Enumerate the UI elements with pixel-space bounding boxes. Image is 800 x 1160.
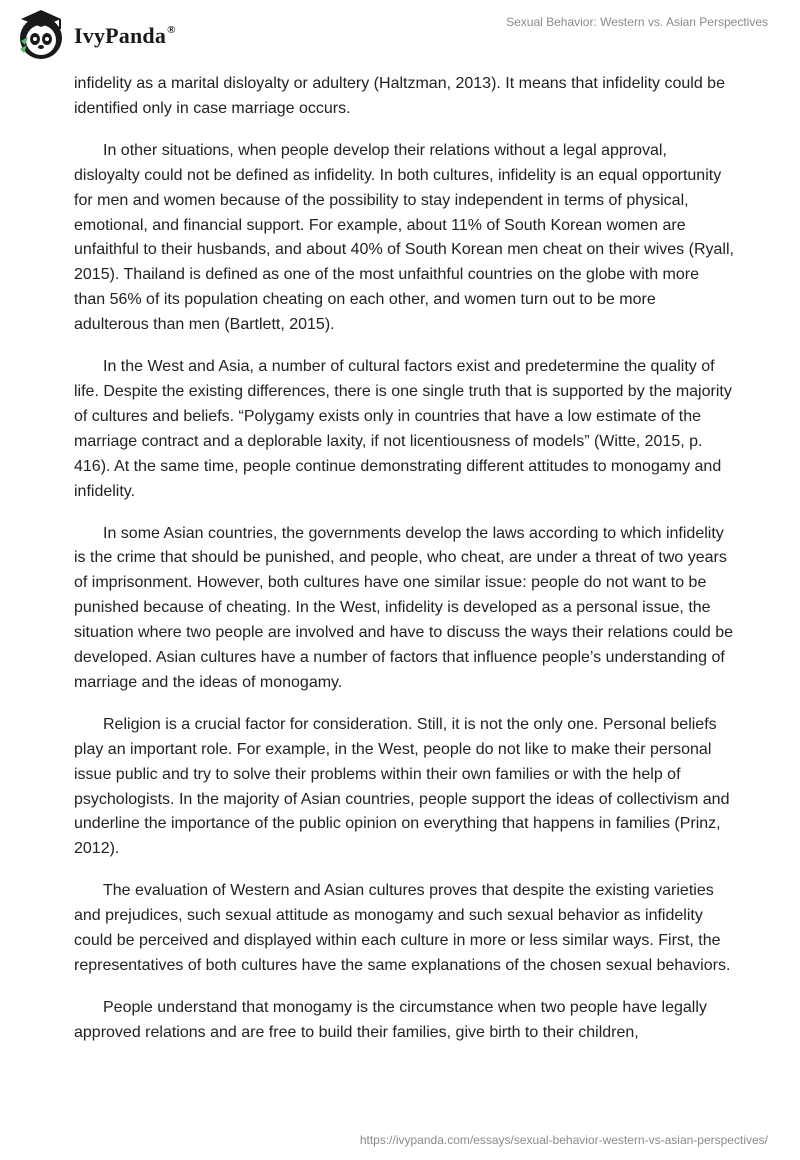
ivypanda-logo[interactable] bbox=[14, 8, 176, 62]
paragraph: The evaluation of Western and Asian cultures proves that despite the existing varieties and prejudices, such sexual attitude as monogamy and such sexual behavior as infidelity could be perceived and displayed within each culture in more or less similar ways. First, the representatives of both cultures have the same explanations of the chosen sexual behaviors. bbox=[74, 882, 731, 974]
paragraph: infidelity as a marital disloyalty or adultery (Haltzman, 2013). It means that infidelity could be identified only in case marriage occurs. bbox=[74, 75, 725, 117]
source-url[interactable]: https://ivypanda.com/essays/sexual-behavior-western-vs-asian-perspectives/ bbox=[359, 1133, 768, 1147]
ivypanda-logo-icon bbox=[14, 8, 68, 62]
document-title: Sexual Behavior: Western vs. Asian Perspectives bbox=[506, 15, 768, 29]
paragraph: Religion is a crucial factor for consideration. Still, it is not the only one. Personal beliefs play an important role. For example, in the West, people do not like to make their personal issue public and try to solve their problems within their own families or with the help of psychologists. In the majority of Asian countries, people support the ideas of collectivism and underline the importance of the public opinion on everything that happens in families (Prinz, 2012). bbox=[74, 715, 730, 858]
page-header bbox=[0, 0, 800, 70]
paragraph: In other situations, when people develop their relations without a legal approval, disloyalty could not be defined as infidelity. In both cultures, infidelity is an equal opportunity for men and women because of the possibility to stay independent in terms of physical, emotional, and financial support. For example, about 11% of South Korean women are unfaithful to their husbands, and about 40% of South Korean men cheat on their wives (Ryall, 2015). Thailand is defined as one of the most unfaithful countries on the globe with more than 56% of its population cheating on each other, and women turn out to be more adulterous than men (Bartlett, 2015). bbox=[74, 141, 734, 334]
brand-name: IvyPanda® bbox=[74, 23, 176, 48]
essay-body bbox=[74, 72, 734, 1063]
paragraph: In some Asian countries, the governments develop the laws according to which infidelity is the crime that should be punished, and people, who cheat, are under a threat of two years of imprisonment. However, both cultures have one similar issue: people do not want to be punished because of cheating. In the West, infidelity is developed as a personal issue, the situation where two people are involved and have to discuss the ways their relations could be developed. Asian cultures have a number of factors that influence people’s understanding of marriage and the ideas of monogamy. bbox=[74, 524, 734, 691]
registered-mark: ® bbox=[167, 23, 176, 36]
paragraph: In the West and Asia, a number of cultural factors exist and predetermine the quality of life. Despite the existing differences, there is one single truth that is supported by the majority of cultures and beliefs. “Polygamy exists only in countries that have a low estimate of the marriage contract and a deplorable laxity, if not licentiousness of models” (Witte, 2015, p. 416). At the same time, people continue demonstrating different attitudes to monogamy and infidelity. bbox=[74, 358, 732, 500]
paragraph: People understand that monogamy is the circumstance when two people have legally approved relations and are free to build their families, give birth to their children, bbox=[74, 998, 707, 1041]
